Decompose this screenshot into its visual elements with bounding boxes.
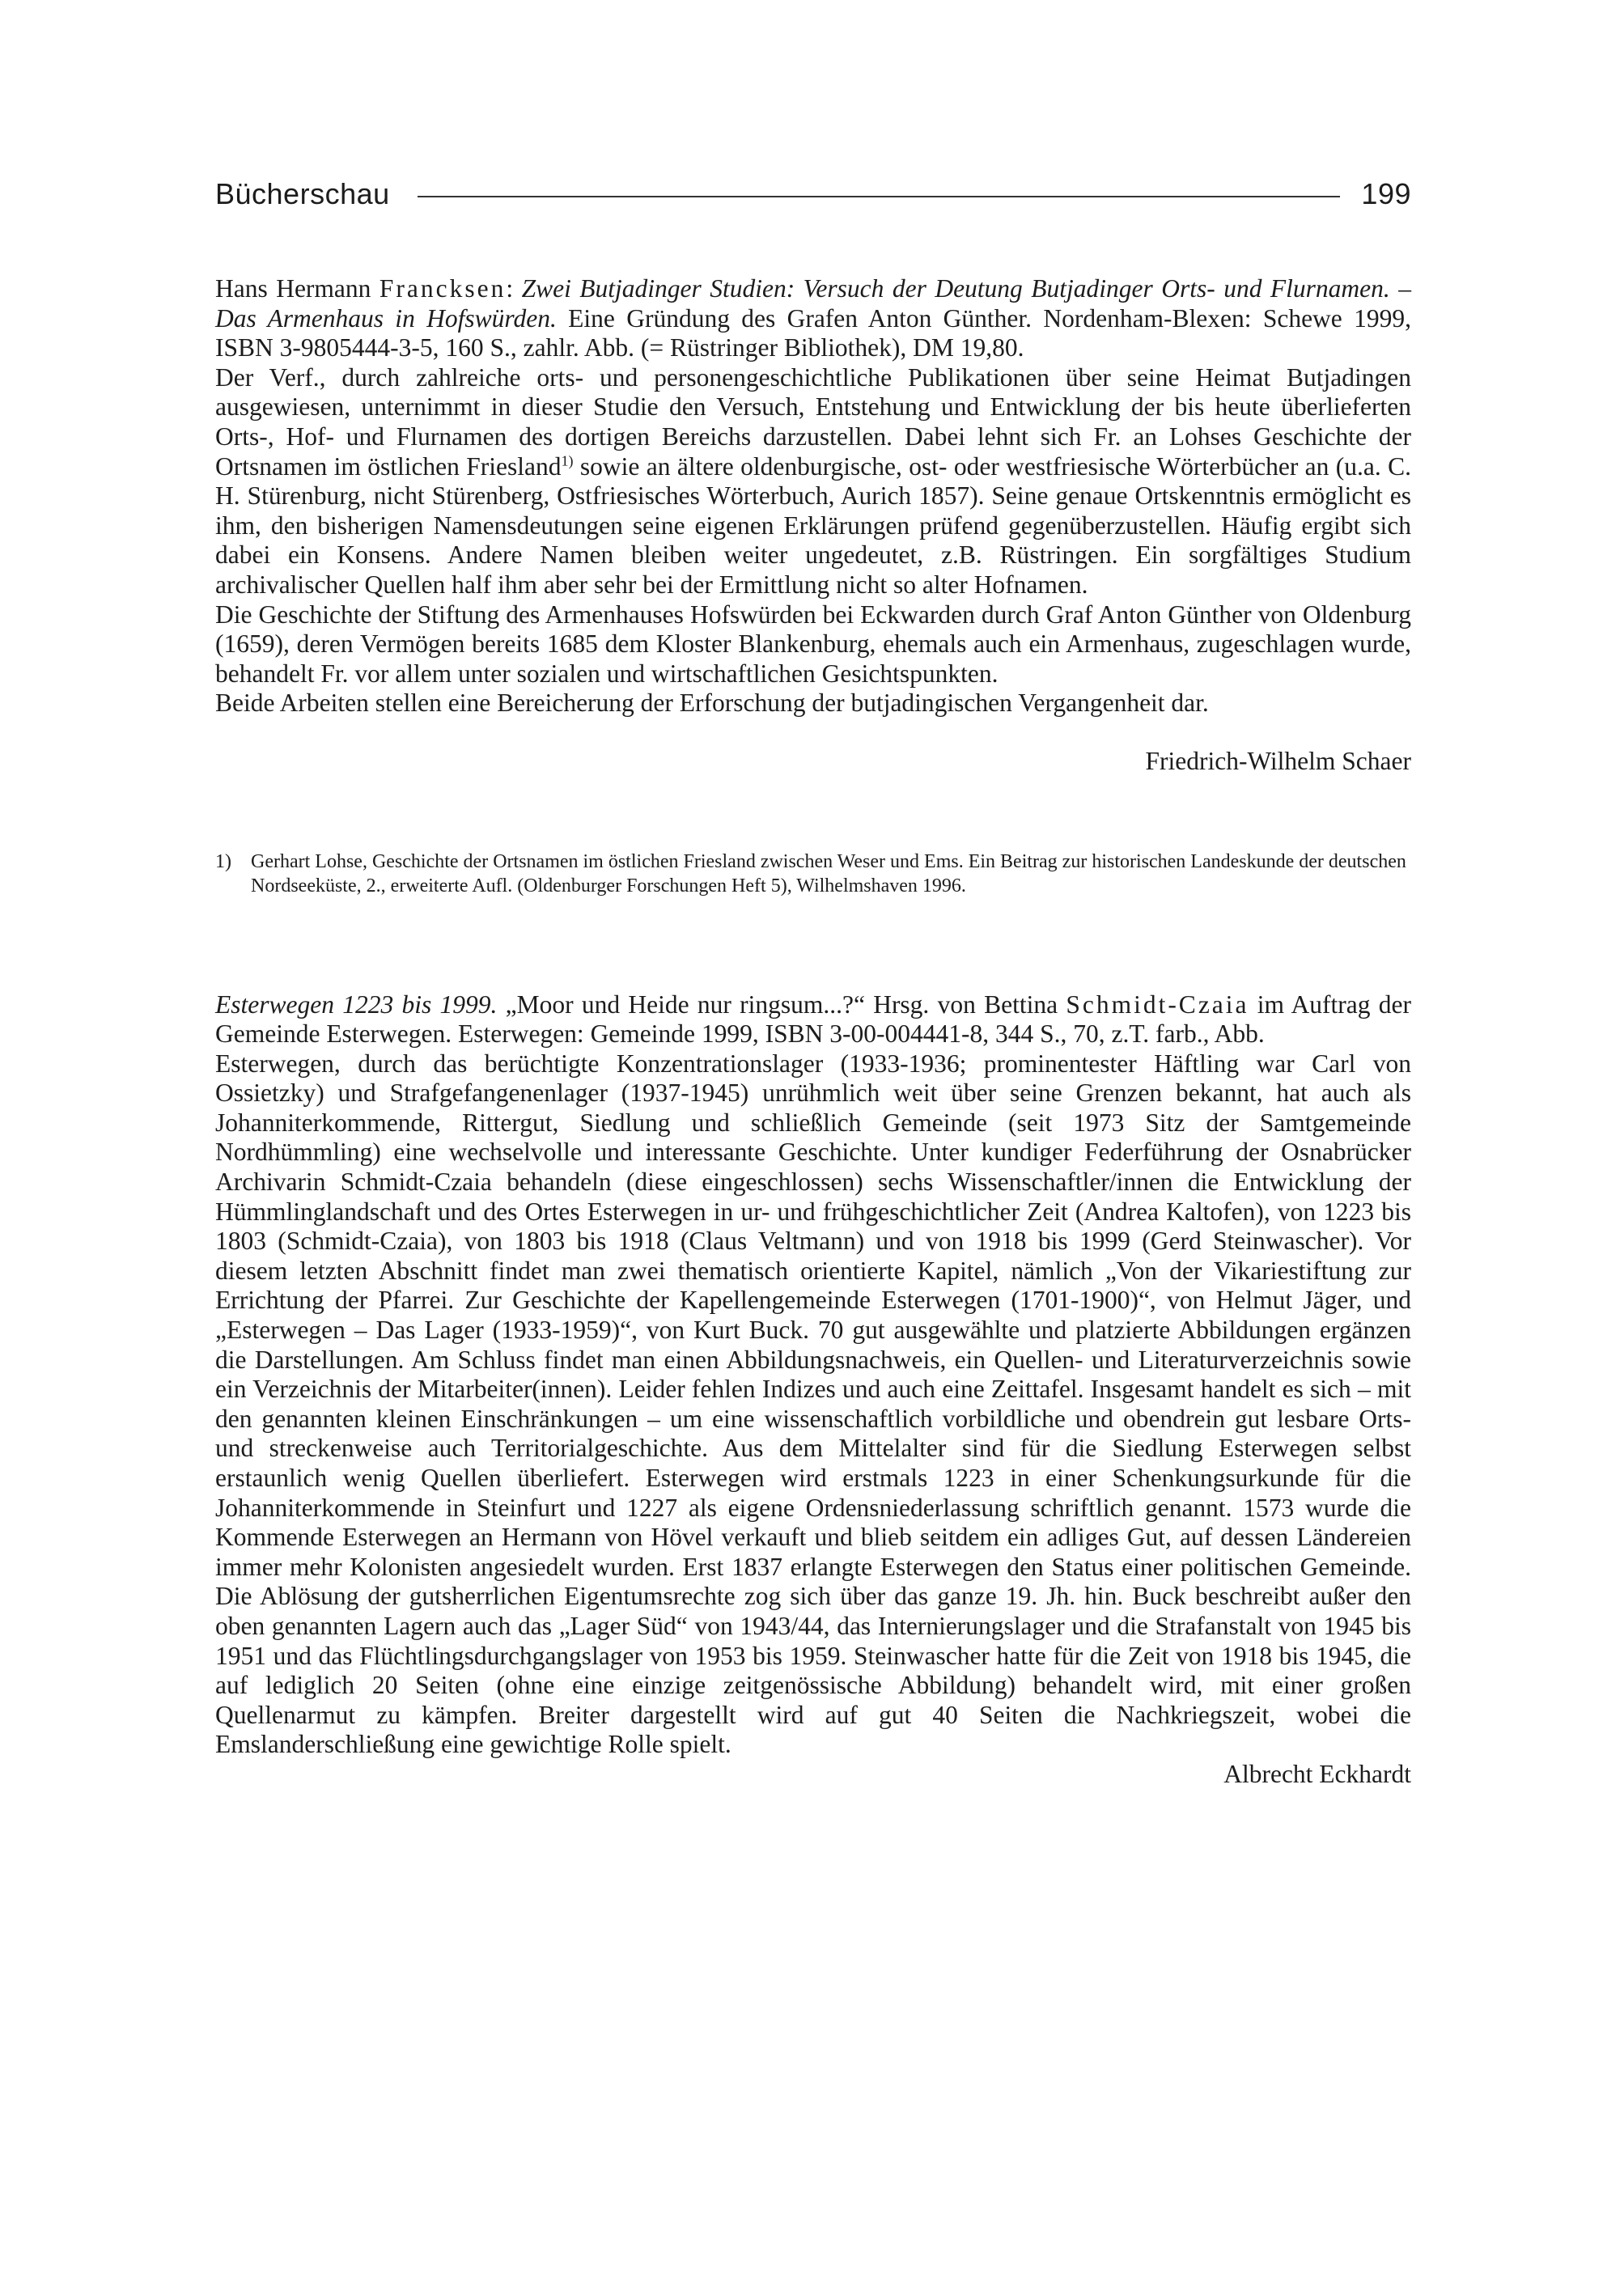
running-head [215, 170, 1411, 218]
review-paragraph: Esterwegen, durch das berüchtigte Konzentrationslager (1933-1936; prominentester Häftling war Carl von Ossietzky) und Strafgefangenenlager (1937-1945) unrühmlich weit über seine Grenzen bekannt, hat auch als Johanniterkommende, Rittergut, Siedlung und schließlich Gemeinde (seit 1973 Sitz der Samtgemeinde Nordhümmling) eine wechselvolle und interessante Geschichte. Unter kundiger Federführung der Osnabrücker Archivarin Schmidt-Czaia behandeln (diese eingeschlossen) sechs Wissenschaftler/innen die Entwicklung der Hümmlinglandschaft und des Ortes Esterwegen in ur- und frühgeschichtlicher Zeit (Andrea Kaltofen), von 1223 bis 1803 (Schmidt-Czaia), von 1803 bis 1918 (Claus Veltmann) und von 1918 bis 1999 (Gerd Steinwascher). Vor diesem letzten Abschnitt findet man zwei thematisch orientierte Kapitel, nämlich „Von der Vikariestiftung zur Errichtung der Pfarrei. Zur Geschichte der Kapellengemeinde Esterwegen (1701-1900)“, von Helmut Jäger, und „Esterwegen – Das Lager (1933-1959)“, von Kurt Buck. 70 gut ausgewählte und platzierte Abbildungen ergänzen die Darstellungen. Am Schluss findet man einen Abbildungsnachweis, ein Quellen- und Literaturverzeichnis sowie ein Verzeichnis der Mitarbeiter(innen). Leider fehlen Indizes und auch eine Zeittafel. Insgesamt handelt es sich – mit den genannten kleinen Einschränkungen – um eine wissenschaftlich vorbildliche und obendrein gut lesbare Orts- und streckenweise auch Territorialgeschichte. Aus dem Mittelalter sind für die Siedlung Esterwegen selbst erstaunlich wenig Quellen überliefert. Esterwegen wird erstmals 1223 in einer Schenkungsurkunde für die Johanniterkommende in Steinfurt und 1227 als eigene Ordensniederlassung schriftlich genannt. 1573 wurde die Kommende Esterwegen an Hermann von Hövel verkauft und blieb seitdem ein adliges Gut, auf dessen Ländereien immer mehr Kolonisten angesiedelt wurden. Erst 1837 erlangte Esterwegen den Status einer politischen Gemeinde. Die Ablösung der gutsherrlichen Eigentumsrechte zog sich über das ganze 19. Jh. hin. Buck beschreibt außer den oben genannten Lagern auch das „Lager Süd“ von 1943/44, das Internierungslager und die Strafanstalt von 1945 bis 1951 und das Flüchtlingsdurchgangslager von 1953 bis 1959. Steinwascher hatte für die Zeit von 1918 bis 1945, die auf lediglich 20 Seiten (ohne eine einzige zeitgenössische Abbildung) behandelt wird, mit einer großen Quellenarmut zu kämpfen. Breiter dargestellt wird auf gut 40 Seiten die Nachkriegszeit, wobei die Emslanderschließung eine gewichtige Rolle spielt. [215, 1049, 1411, 1759]
review-citation [215, 274, 1411, 363]
review-paragraph [215, 363, 1411, 600]
book-title: Esterwegen 1223 bis 1999. [215, 990, 498, 1019]
review-citation [215, 990, 1411, 1049]
page-number: 199 [1361, 177, 1411, 210]
review-esterwegen [215, 990, 1411, 1760]
book-title: Zwei Butjadinger Studien: Versuch der Deutung Butjadinger Orts- und Flurnamen. – Das Armenhaus in Hofswürden. [215, 274, 1411, 333]
paragraph-text: sowie an ältere oldenburgische, ost- oder westfriesische Wörterbücher an (u.a. C. H. Stürenburg, nicht Stürenberg, Ostfriesisches Wörterbuch, Aurich 1857). Seine genaue Ortskenntnis ermöglicht es ihm, den bisherigen Namensdeutungen seine eigenen Erklärungen prüfend gegenüberzustellen. Häufig ergibt sich dabei ein Konsens. Andere Namen bleiben weiter ungedeutet, z.B. Rüstringen. Ein sorgfältiges Studium archivalischer Quellen half ihm aber sehr bei der Ermittlung nicht so alter Hofnamen. [215, 451, 1411, 599]
bibliographic-details: Eine Gründung des Grafen Anton Günther. Nordenham-Blexen: Schewe 1999, ISBN 3-9805444-3-5, 160 S., zahlr. Abb. (= Rüstringer Bibliothek), DM 19,80. [215, 303, 1411, 362]
bibliographic-details: im Auftrag der Gemeinde Esterwegen. Esterwegen: Gemeinde 1999, ISBN 3-00-004441-8, 344 S., 70, z.T. farb., Abb. [215, 990, 1411, 1049]
review-paragraph: Die Geschichte der Stiftung des Armenhauses Hofswürden bei Eckwarden durch Graf Anton Günther von Oldenburg (1659), deren Vermögen bereits 1685 dem Kloster Blankenburg, ehemals auch ein Armenhaus, zugeschlagen wurde, behandelt Fr. vor allem unter sozialen und wirtschaftlichen Gesichtspunkten. [215, 600, 1411, 688]
author-last-name: Francksen [379, 274, 507, 303]
reviewer-signature: Friedrich-Wilhelm Schaer [1145, 746, 1411, 775]
paragraph-text: Der Verf., durch zahlreiche orts- und personengeschichtliche Publikationen über seine Heimat Butjadingen ausgewiesen, unternimmt in dieser Studie den Versuch, Entstehung und Entwicklung der bis heute überlieferten Orts-, Hof- und Flurnamen des dortigen Bereichs darzustellen. Dabei lehnt sich Fr. an Lohses Geschichte der Ortsnamen im östlichen Friesland [215, 362, 1411, 481]
header-rule [418, 196, 1341, 197]
review-paragraph: Beide Arbeiten stellen eine Bereicherung der Erforschung der butjadingischen Vergangenheit dar. [215, 689, 1209, 718]
section-title: Bücherschau [215, 177, 390, 210]
bibliographic-details: „Moor und Heide nur ringsum...?“ Hrsg. von Bettina [497, 990, 1066, 1019]
reviewer-signature: Albrecht Eckhardt [1223, 1759, 1411, 1788]
citation-colon: : [506, 274, 522, 303]
footnote [215, 850, 1411, 899]
footnote-reference: 1) [561, 452, 574, 469]
review-francksen [215, 274, 1411, 718]
book-page [215, 170, 1411, 1790]
footnote-text: Gerhart Lohse, Geschichte der Ortsnamen im östlichen Friesland zwischen Weser und Ems. Ein Beitrag zur historischen Landeskunde der deutschen Nordseeküste, 2., erweiterte Aufl. (Oldenburger Forschungen Heft 5), Wilhelmshaven 1996. [251, 850, 1406, 896]
footnote-marker: 1) [215, 850, 231, 872]
editor-name: Schmidt-Czaia [1066, 990, 1249, 1019]
author-first-name: Hans Hermann [215, 274, 379, 303]
